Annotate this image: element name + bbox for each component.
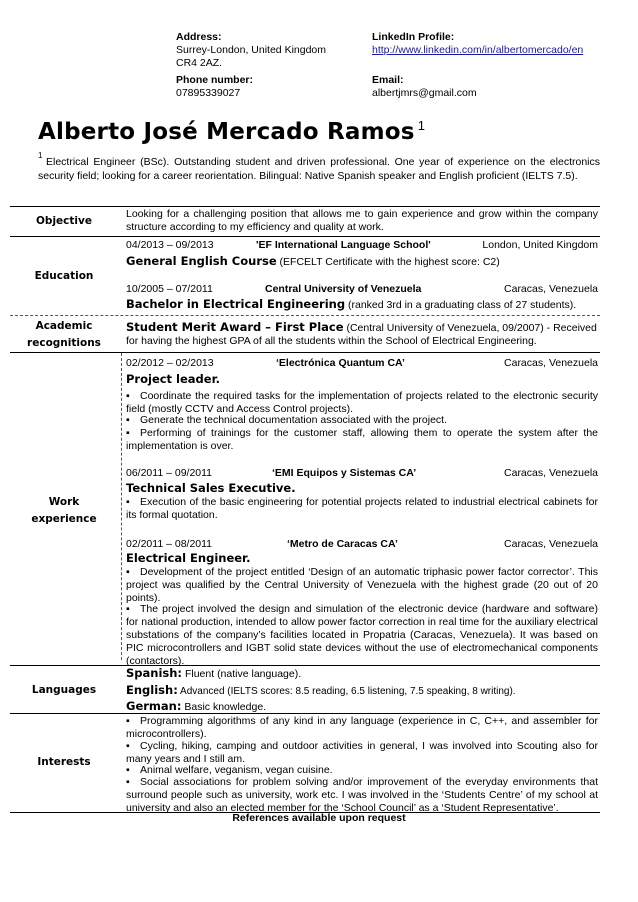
job-header	[126, 467, 598, 480]
interests-label: Interests	[37, 756, 91, 768]
linkedin-label: LinkedIn Profile:	[372, 31, 455, 43]
education-entry-header	[126, 239, 598, 252]
recognitions-label	[10, 318, 118, 352]
phone-label: Phone number:	[176, 74, 254, 86]
job-company: ‘Electrónica Quantum CA’	[276, 357, 405, 369]
bullet-icon: ▪	[126, 414, 130, 426]
interest-bullet	[126, 740, 598, 766]
bullet-text: Generate the technical documentation associated with the project.	[140, 414, 448, 426]
job-header	[126, 357, 598, 370]
bullet-icon: ▪	[126, 776, 130, 788]
job-place: Caracas, Venezuela	[504, 357, 598, 369]
work-label-line-1: Work	[48, 496, 80, 508]
job-company: ‘EMI Equipos y Sistemas CA’	[272, 467, 417, 479]
job-bullet	[126, 603, 598, 668]
bullet-icon: ▪	[126, 764, 130, 776]
job-place: Caracas, Venezuela	[504, 467, 598, 479]
job-dates: 02/2012 – 02/2013	[126, 357, 214, 369]
recognitions-label-line-1: Academic	[35, 320, 93, 332]
summary-footnote-marker: 1	[38, 151, 43, 160]
language-item	[126, 666, 301, 682]
objective-label: Objective	[36, 215, 92, 227]
bullet-text: Performing of trainings for the customer staff, allowing them to operate the system after the implementation is over.	[126, 427, 598, 452]
name-text: Alberto José Mercado Ramos	[38, 119, 415, 145]
candidate-name	[38, 118, 425, 146]
section-divider	[10, 352, 600, 353]
education-detail: (EFCELT Certificate with the highest score: C2)	[276, 256, 500, 268]
job-role: Technical Sales Executive.	[126, 481, 296, 495]
language-name: German:	[126, 699, 182, 713]
languages-label: Languages	[31, 684, 97, 696]
job-bullet	[126, 496, 598, 522]
job-header	[126, 538, 598, 551]
job-bullet	[126, 566, 598, 605]
email-value: albertjmrs@gmail.com	[372, 87, 477, 99]
bullet-icon: ▪	[126, 427, 130, 439]
name-footnote: 1	[417, 118, 426, 133]
linkedin-link[interactable]: http://www.linkedin.com/in/albertomercado/en	[372, 44, 584, 56]
bullet-text: Programming algorithms of any kind in any language (experience in C, C++, and assembler for microcontrollers).	[126, 715, 598, 740]
recognition-line-1	[126, 320, 598, 336]
job-place: Caracas, Venezuela	[504, 538, 598, 550]
language-name: Spanish:	[126, 666, 183, 680]
bullet-icon: ▪	[126, 496, 130, 508]
job-bullet	[126, 390, 598, 416]
recognition-text-1: (Central University of Venezuela, 09/2007) - Received	[343, 322, 597, 334]
education-title: Bachelor in Electrical Engineering	[126, 297, 346, 311]
section-divider	[10, 315, 600, 316]
education-title-line	[126, 254, 500, 270]
section-divider	[10, 206, 600, 207]
language-name: English:	[126, 683, 178, 697]
address-label: Address:	[176, 31, 222, 43]
objective-text: Looking for a challenging position that allows me to gain experience and grow within the company structure according to my efficiency and quality at work.	[126, 208, 598, 233]
bullet-text: The project involved the design and simulation of the electronic device (hardware and software) for national production, intended to allow power factor correction in real time for the auxiliary electrical substations of the company’s facilities located in Propatria (Caracas, Venezuela). It was based on PIC microcontrollers and IGBT solid state devices without the use of electromechanical components (contactors).	[126, 603, 598, 667]
recognitions-label-line-2: recognitions	[27, 337, 101, 349]
job-dates: 02/2011 – 08/2011	[126, 538, 213, 550]
recognition-title: Student Merit Award – First Place	[126, 320, 344, 334]
job-dates: 06/2011 – 09/2011	[126, 467, 213, 479]
education-title: General English Course	[126, 254, 277, 268]
work-label-line-2: experience	[31, 513, 97, 525]
phone-value: 07895339027	[176, 87, 241, 99]
interest-bullet	[126, 776, 598, 815]
education-entry-header	[126, 283, 598, 296]
address-line-2: CR4 2AZ.	[176, 57, 223, 69]
bullet-text: Execution of the basic engineering for potential projects related to industrial electrical cabinets for its formal quotation.	[126, 496, 598, 521]
language-level: Basic knowledge.	[181, 701, 267, 713]
education-place: London, United Kingdom	[482, 239, 598, 251]
bullet-text: Animal welfare, veganism, vegan cuisine.	[140, 764, 333, 776]
education-detail: (ranked 3rd in a graduating class of 27 students).	[345, 299, 577, 311]
bullet-icon: ▪	[126, 603, 130, 615]
education-dates: 10/2005 – 07/2011	[126, 283, 213, 295]
education-label: Education	[34, 270, 94, 282]
bullet-icon: ▪	[126, 740, 130, 752]
language-level: Fluent (native language).	[182, 668, 302, 680]
interest-bullet	[126, 715, 598, 741]
education-title-line	[126, 297, 576, 313]
profile-summary: Electrical Engineer (BSc). Outstanding student and driven professional. One year of experience on the electronics security field; looking for a career reorientation. Bilingual: Native Spanish speaker and English proficient (IELTS 7.5).	[38, 156, 600, 182]
work-label	[10, 494, 118, 528]
job-role: Project leader.	[126, 372, 220, 386]
bullet-icon: ▪	[126, 390, 130, 402]
section-divider	[10, 236, 600, 237]
education-place: Caracas, Venezuela	[504, 283, 598, 295]
job-bullet	[126, 414, 598, 427]
references-note: References available upon request	[232, 812, 406, 824]
education-school: Central University of Venezuela	[265, 283, 422, 295]
language-item	[126, 683, 516, 699]
recognition-text-2: for having the highest GPA of all the students within the School of Electrical Engineering.	[126, 335, 537, 347]
section-divider	[10, 713, 600, 714]
bullet-text: Cycling, hiking, camping and outdoor activities in general, I was involved into Scouting also for many years and I still am.	[126, 740, 598, 765]
job-role: Electrical Engineer.	[126, 551, 251, 565]
email-label: Email:	[372, 74, 404, 86]
education-school: 'EF International Language School'	[256, 239, 431, 251]
bullet-icon: ▪	[126, 566, 130, 578]
bullet-text: Social associations for problem solving and/or improvement of the everyday environments that surround people such as university, work etc. I was involved in the ‘Students Centre’ of my school at university and also an elected member for the ‘School Council’ as a ‘Student Representative’.	[126, 776, 598, 814]
bullet-text: Development of the project entitled ‘Design of an automatic triphasic power factor corrector’. This project was qualified by the Central University of Venezuela with the highest grade (20 out of 20 points).	[126, 566, 598, 604]
bullet-icon: ▪	[126, 715, 130, 727]
education-dates: 04/2013 – 09/2013	[126, 239, 214, 251]
job-company: ‘Metro de Caracas CA’	[287, 538, 398, 550]
job-bullet	[126, 427, 598, 453]
address-line-1: Surrey-London, United Kingdom	[176, 44, 327, 56]
section-divider	[10, 665, 600, 666]
column-divider	[121, 353, 122, 660]
bullet-text: Coordinate the required tasks for the implementation of projects related to the electronic security field (mostly CCTV and Access Control projects).	[126, 390, 598, 415]
language-level: Advanced (IELTS scores: 8.5 reading, 6.5 listening, 7.5 speaking, 8 writing).	[177, 686, 516, 697]
